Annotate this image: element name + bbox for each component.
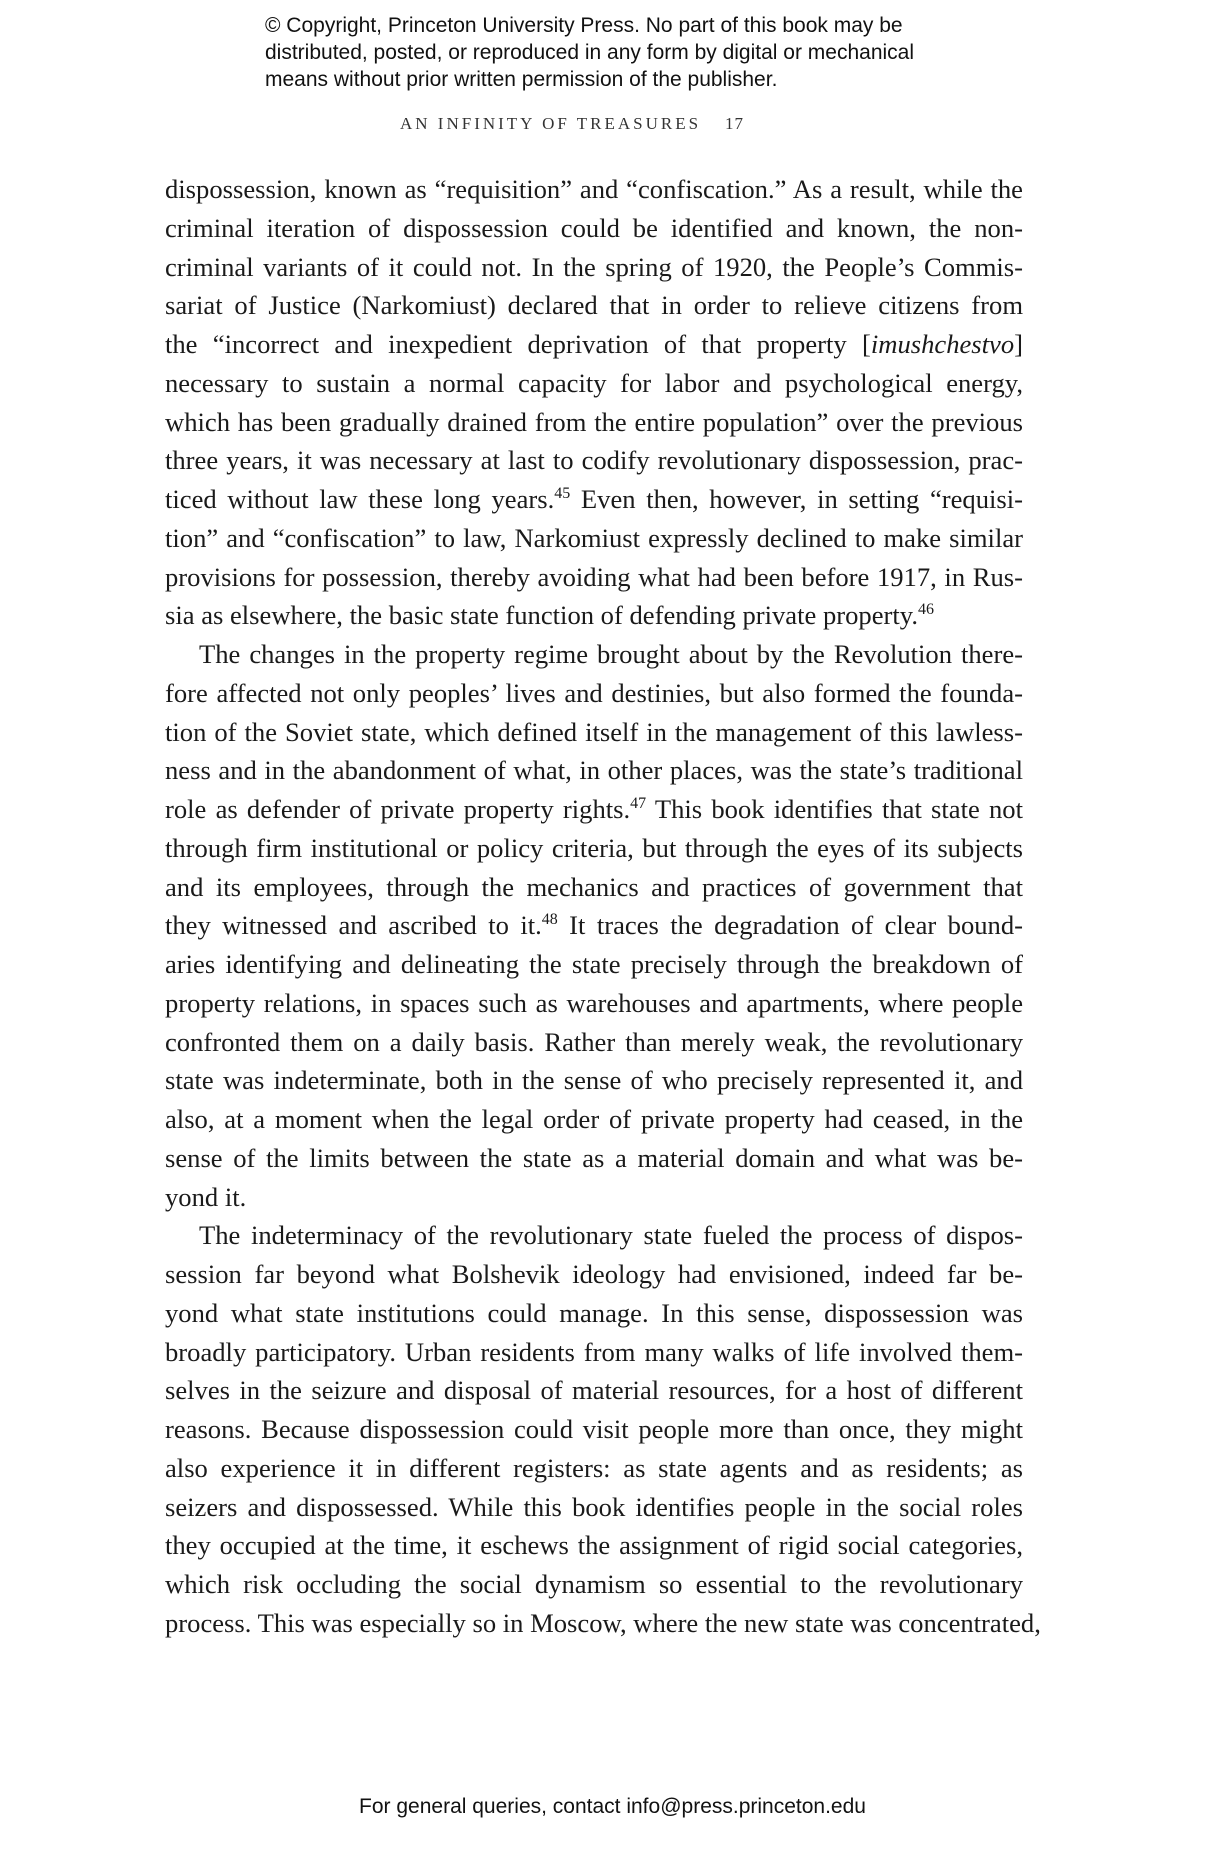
copyright-line: means without prior written permission of the publisher. — [265, 68, 778, 91]
text-line: criminal variants of it could not. In the spring of 1920, the People’s Commis- — [165, 251, 1023, 282]
text-line: criminal iteration of dispossession could be identified and known, the non- — [165, 212, 1023, 243]
running-head — [400, 114, 744, 134]
paragraph — [165, 1216, 1041, 1642]
text-line: necessary to sustain a normal capacity for labor and psychological energy, — [165, 367, 1023, 398]
text-line: also experience it in different registers: as state agents and as residents; as — [165, 1452, 1023, 1483]
text-line: which has been gradually drained from the entire population” over the previous — [165, 406, 1023, 437]
text-line: confronted them on a daily basis. Rather than merely weak, the revolutionary — [165, 1026, 1023, 1057]
paragraph — [165, 635, 1023, 1216]
text-line: role as defender of private property rights.$^{47}$ This book identifies that state not — [165, 794, 1023, 824]
text-line: fore affected not only peoples’ lives and destinies, but also formed the founda- — [165, 677, 1023, 708]
copyright-line: distributed, posted, or reproduced in any form by digital or mechanical — [265, 41, 915, 64]
text-line: yond it. — [165, 1181, 247, 1212]
text-line: ness and in the abandonment of what, in other places, was the state’s traditional — [165, 755, 1023, 786]
text-line: also, at a moment when the legal order of private property had ceased, in the — [165, 1104, 1023, 1134]
text-line: they occupied at the time, it eschews the assignment of rigid social categories, — [165, 1530, 1023, 1561]
text-line: the “incorrect and inexpedient deprivation of that property [imushchestvo] — [165, 329, 1023, 359]
text-line: dispossession, known as “requisition” and “confiscation.” As a result, while the — [165, 174, 1023, 204]
text-line: provisions for possession, thereby avoiding what had been before 1917, in Rus- — [165, 561, 1023, 592]
text-line: and its employees, through the mechanics and practices of government that — [165, 871, 1023, 902]
text-line: which risk occluding the social dynamism so essential to the revolutionary — [165, 1569, 1023, 1599]
text-line: broadly participatory. Urban residents from many walks of life involved them- — [165, 1336, 1023, 1367]
text-line: aries identifying and delineating the state precisely through the breakdown of — [165, 949, 1023, 979]
text-line: The changes in the property regime brought about by the Revolution there- — [199, 639, 1023, 669]
running-title: AN INFINITY OF TREASURES — [400, 114, 702, 133]
text-line: sia as elsewhere, the basic state function of defending private property.$^{46}$ — [165, 600, 934, 631]
italic-term: imushchestvo — [870, 329, 1015, 359]
text-line: sariat of Justice (Narkomiust) declared that in order to relieve citizens from — [165, 290, 1023, 321]
footnote-ref: 45 — [554, 485, 571, 502]
text-line: state was indeterminate, both in the sense of who precisely represented it, and — [165, 1065, 1023, 1096]
text-line: selves in the seizure and disposal of material resources, for a host of different — [165, 1375, 1023, 1406]
footnote-ref: 46 — [917, 601, 934, 619]
text-line: tion” and “confiscation” to law, Narkomiust expressly declined to make similar — [165, 522, 1023, 553]
footnote-ref: 47 — [630, 795, 647, 812]
text-line: tion of the Soviet state, which defined itself in the management of this lawless- — [165, 716, 1023, 747]
paragraph — [165, 170, 1023, 635]
page-number: 17 — [725, 114, 745, 133]
text-line: through firm institutional or policy criteria, but through the eyes of its subjects — [165, 832, 1023, 863]
copyright-notice — [265, 12, 1005, 93]
text-line: property relations, in spaces such as warehouses and apartments, where people — [165, 987, 1023, 1018]
copyright-line: © Copyright, Princeton University Press. No part of this book may be — [265, 14, 903, 37]
text-line: they witnessed and ascribed to it.$^{48}$ It traces the degradation of clear bound- — [165, 910, 1023, 941]
footer-contact: For general queries, contact info@press.princeton.edu — [359, 1795, 866, 1818]
text-line: yond what state institutions could manage. In this sense, dispossession was — [165, 1297, 1023, 1328]
body-text — [165, 170, 1041, 1643]
text-line: sense of the limits between the state as a material domain and what was be- — [165, 1142, 1023, 1173]
text-line: The indeterminacy of the revolutionary state fueled the process of dispos- — [199, 1220, 1023, 1251]
text-line: reasons. Because dispossession could visit people more than once, they might — [165, 1414, 1023, 1444]
text-line: process. This was especially so in Moscow, where the new state was concentrated, — [165, 1607, 1041, 1638]
text-line: ticed without law these long years.$^{45}$ Even then, however, in setting “requisi- — [165, 484, 1024, 514]
footnote-ref: 48 — [541, 911, 558, 929]
text-line: session far beyond what Bolshevik ideology had envisioned, indeed far be- — [165, 1259, 1023, 1289]
text-line: three years, it was necessary at last to codify revolutionary dispossession, prac- — [165, 445, 1023, 476]
text-line: seizers and dispossessed. While this book identifies people in the social roles — [165, 1491, 1023, 1522]
